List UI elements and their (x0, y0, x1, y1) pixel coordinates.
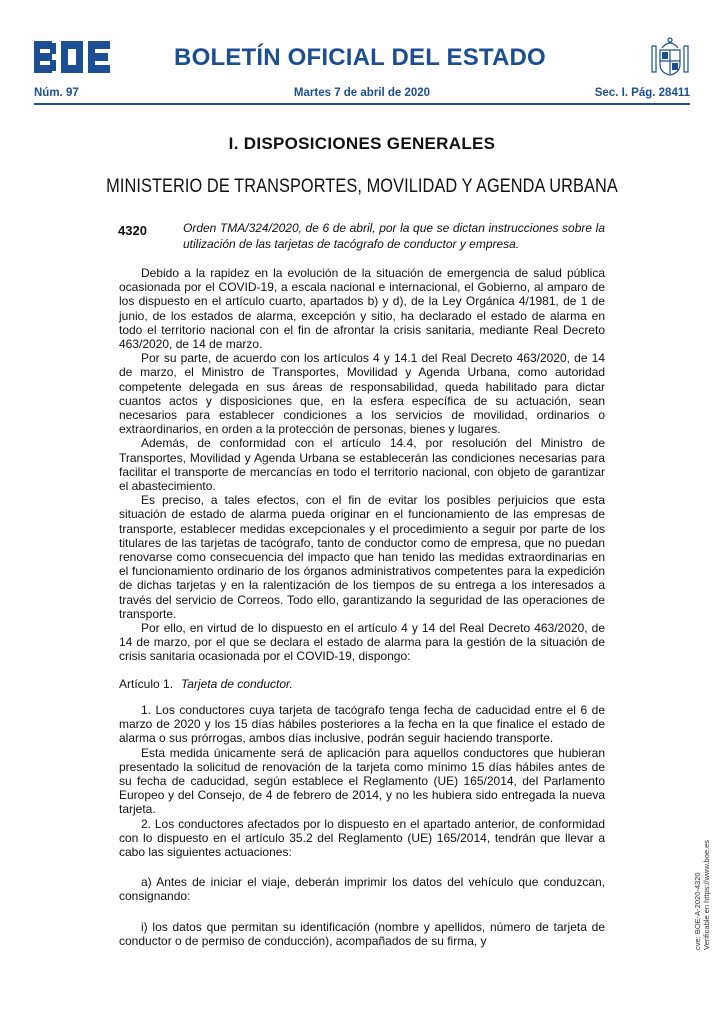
header-divider (34, 103, 690, 105)
issue-number: Núm. 97 (34, 87, 79, 99)
paragraph: Es preciso, a tales efectos, con el fin de evitar los posibles perjuicios que esta situación de estado de alarma pueda originar en el funcionamiento de las empresas de transporte, establecer medidas excepcionales y el procedimiento a seguir por parte de los titulares de las tarjetas de tacógrafo, tanto de conductor como de empresa, que no puedan renovarse como consecuencia del impacto que han tenido las medidas extraordinarias en el funcionamiento ordinario de los órganos administrativos competentes para la expedición de dichas tarjetas y en la ralentización de los tiempos de su entrega a los interesados a través del servicio de Correos. Todo ello, garantizando la seguridad de las operaciones de transporte. (119, 493, 605, 621)
paragraph: Por ello, en virtud de lo dispuesto en el artículo 4 y 14 del Real Decreto 463/2020, de 14 de marzo, por el que se declara el estado de alarma para la gestión de la situación de crisis sanitaria ocasionada por el COVID-19, dispongo: (119, 621, 605, 664)
paragraph: Por su parte, de acuerdo con los artículos 4 y 14.1 del Real Decreto 463/2020, de 14 de marzo, el Ministro de Transportes, Movilidad y Agenda Urbana, como autoridad competente delegada en sus áreas de responsabilidad, queda habilitado para dictar cuantos actos y disposiciones que, en la esfera específica de su actuación, sean necesarios para establecer condiciones a los servicios de movilidad, ordinarios o extraordinarios, en orden a la protección de personas, bienes y lugares. (119, 351, 605, 437)
section-title: I. DISPOSICIONES GENERALES (228, 134, 496, 153)
article-heading (119, 677, 605, 691)
paragraph: 1. Los conductores cuya tarjeta de tacógrafo tenga fecha de caducidad entre el 6 de marzo de 2020 y los 15 días hábiles posteriores a la fecha en la que finalice el estado de alarma o sus prórrogas, ambos días inclusive, podrán seguir haciendo transporte. (119, 702, 605, 746)
paragraph: i) los datos que permitan su identificación (nombre y apellidos, número de tarjeta de conductor o de permiso de conducción), acompañados de su firma, y (119, 919, 605, 948)
article-title: Tarjeta de conductor. (181, 676, 293, 691)
paragraph: Debido a la rapidez en la evolución de la situación de emergencia de salud pública ocasionada por el COVID-19, a escala nacional e internacional, el Gobierno, al amparo de los dispuesto en el artículo cuarto, apartados b) y d), de la Ley Orgánica 4/1981, de 1 de junio, de los estados de alarma, excepción y sitio, ha declarado el estado de alarma en todo el territorio nacional con el fin de afrontar la crisis sanitaria, mediante Real Decreto 463/2020, de 14 de marzo. (119, 266, 605, 352)
order-title: Orden TMA/324/2020, de 6 de abril, por la que se dictan instrucciones sobre la utilización de las tarjetas de tacógrafo de conductor y empresa. (183, 221, 605, 251)
ministry-heading: MINISTERIO DE TRANSPORTES, MOVILIDAD Y AGENDA URBANA (106, 176, 618, 197)
verification-note (693, 840, 711, 950)
coat-of-arms-icon (650, 36, 690, 78)
article-label: Artículo 1. (119, 676, 174, 691)
paragraph: 2. Los conductores afectados por lo dispuesto en el apartado anterior, de conformidad con lo dispuesto en el artículo 35.2 del Reglamento (UE) 165/2014, tendrán que llevar a cabo las siguientes actuaciones: (119, 816, 605, 859)
cve-code: cve: BOE-A-2020-4320 (693, 872, 702, 950)
section-page: Sec. I. Pág. 28411 (594, 87, 690, 99)
order-number: 4320 (118, 223, 147, 238)
document-body (119, 266, 605, 948)
gazette-title: BOLETÍN OFICIAL DEL ESTADO (174, 44, 546, 71)
header-meta (34, 87, 690, 103)
boe-logo (34, 41, 110, 73)
paragraph: Esta medida únicamente será de aplicación para aquellos conductores que hubieran presentado la solicitud de renovación de la tarjeta como mínimo 15 días hábiles antes de su fecha de caducidad, según establece el Reglamento (UE) 165/2014, del Parlamento Europeo y del Consejo, de 4 de febrero de 2014, y no les hubiera sido entregada la nueva tarjeta. (119, 745, 605, 817)
paragraph: a) Antes de iniciar el viaje, deberán imprimir los datos del vehículo que conduzcan, consignando: (119, 875, 605, 904)
issue-date: Martes 7 de abril de 2020 (293, 87, 431, 99)
paragraph: Además, de conformidad con el artículo 14.4, por resolución del Ministro de Transportes, Movilidad y Agenda Urbana se establecerán las condiciones necesarias para facilitar el transporte de mercancías en todo el territorio nacional, con objeto de garantizar el abastecimiento. (119, 436, 605, 494)
verify-url: Verificable en https://www.boe.es (702, 839, 711, 950)
